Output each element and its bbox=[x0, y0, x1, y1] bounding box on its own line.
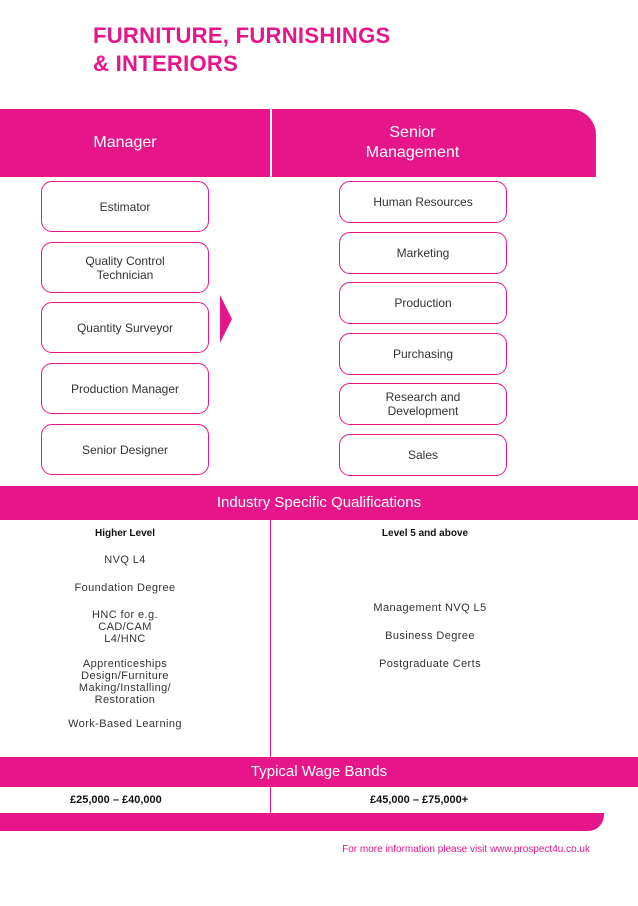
qualification-nvq-l4 bbox=[40, 554, 210, 566]
role-label: Research and bbox=[385, 390, 461, 404]
qualification-line: Design/Furniture bbox=[81, 670, 169, 682]
bottom-strip bbox=[0, 813, 604, 831]
qualifications-divider bbox=[270, 520, 271, 757]
role-box-quality-control-technician bbox=[41, 242, 209, 293]
progression-arrow-icon bbox=[220, 295, 232, 343]
qualification-postgraduate-certs: Postgraduate Certs bbox=[379, 658, 481, 670]
qualifications-heading: Industry Specific Qualifications bbox=[0, 486, 638, 520]
level-5-heading: Level 5 and above bbox=[381, 528, 469, 539]
qualification-line: Restoration bbox=[94, 694, 156, 706]
role-label: Human Resources bbox=[373, 195, 473, 209]
column-header-band bbox=[0, 109, 596, 177]
manager-header: Manager bbox=[93, 134, 157, 151]
role-box-production-manager bbox=[41, 363, 209, 414]
title-line-1: FURNITURE, FURNISHINGS bbox=[93, 23, 391, 48]
qualification-line: Making/Installing/ bbox=[78, 682, 172, 694]
qualification-line: CAD/CAM bbox=[98, 621, 152, 633]
senior-header-line-2: Management bbox=[365, 144, 460, 161]
role-label: Quantity Surveyor bbox=[76, 320, 174, 335]
wage-band-manager: £25,000 – £40,000 bbox=[70, 794, 162, 806]
role-box-marketing bbox=[339, 232, 507, 274]
qualification-line: HNC for e.g. bbox=[92, 609, 158, 621]
wage-divider bbox=[270, 787, 271, 813]
role-box-quantity-surveyor bbox=[41, 302, 209, 353]
role-label: Purchasing bbox=[392, 347, 454, 361]
role-label: Production Manager bbox=[70, 381, 180, 396]
wage-band-senior: £45,000 – £75,000+ bbox=[370, 794, 469, 806]
wage-bands-row bbox=[0, 787, 638, 813]
footer-link[interactable]: For more information please visit www.prospect4u.co.uk bbox=[342, 844, 590, 855]
role-label: Technician bbox=[96, 267, 154, 282]
qualification-apprenticeships bbox=[40, 658, 210, 706]
role-label: Production bbox=[394, 296, 452, 310]
qualification-foundation-degree bbox=[40, 582, 210, 594]
role-box-senior-designer bbox=[41, 424, 209, 475]
qualification-hnc bbox=[40, 609, 210, 645]
qualification-line: NVQ L4 bbox=[104, 554, 146, 566]
column-divider bbox=[270, 109, 272, 177]
qualification-line: Foundation Degree bbox=[74, 582, 176, 594]
role-label: Senior Designer bbox=[81, 442, 169, 457]
role-box-estimator bbox=[41, 181, 209, 232]
title-line-2: & INTERIORS bbox=[93, 51, 239, 76]
role-label: Marketing bbox=[396, 246, 450, 260]
wage-bands-heading: Typical Wage Bands bbox=[0, 757, 638, 787]
role-box-purchasing bbox=[339, 333, 507, 375]
role-box-sales bbox=[339, 434, 507, 476]
role-label: Sales bbox=[407, 448, 439, 462]
role-label: Development bbox=[387, 404, 459, 418]
qualification-line: L4/HNC bbox=[104, 633, 146, 645]
qualification-line: Work-Based Learning bbox=[68, 718, 182, 730]
senior-management-header bbox=[345, 123, 480, 163]
higher-level-heading: Higher Level bbox=[94, 528, 156, 539]
qualification-business-degree: Business Degree bbox=[385, 630, 475, 642]
role-box-research-and-development bbox=[339, 383, 507, 425]
qualification-line: Apprenticeships bbox=[82, 658, 168, 670]
role-box-production bbox=[339, 282, 507, 324]
role-label: Quality Control bbox=[85, 253, 165, 268]
qualification-work-based-learning bbox=[40, 718, 210, 730]
page-title bbox=[93, 22, 391, 78]
role-label: Estimator bbox=[99, 199, 151, 214]
qualification-management-nvq-l5: Management NVQ L5 bbox=[373, 602, 487, 614]
senior-header-line-1: Senior bbox=[389, 124, 436, 141]
role-box-human-resources bbox=[339, 181, 507, 223]
